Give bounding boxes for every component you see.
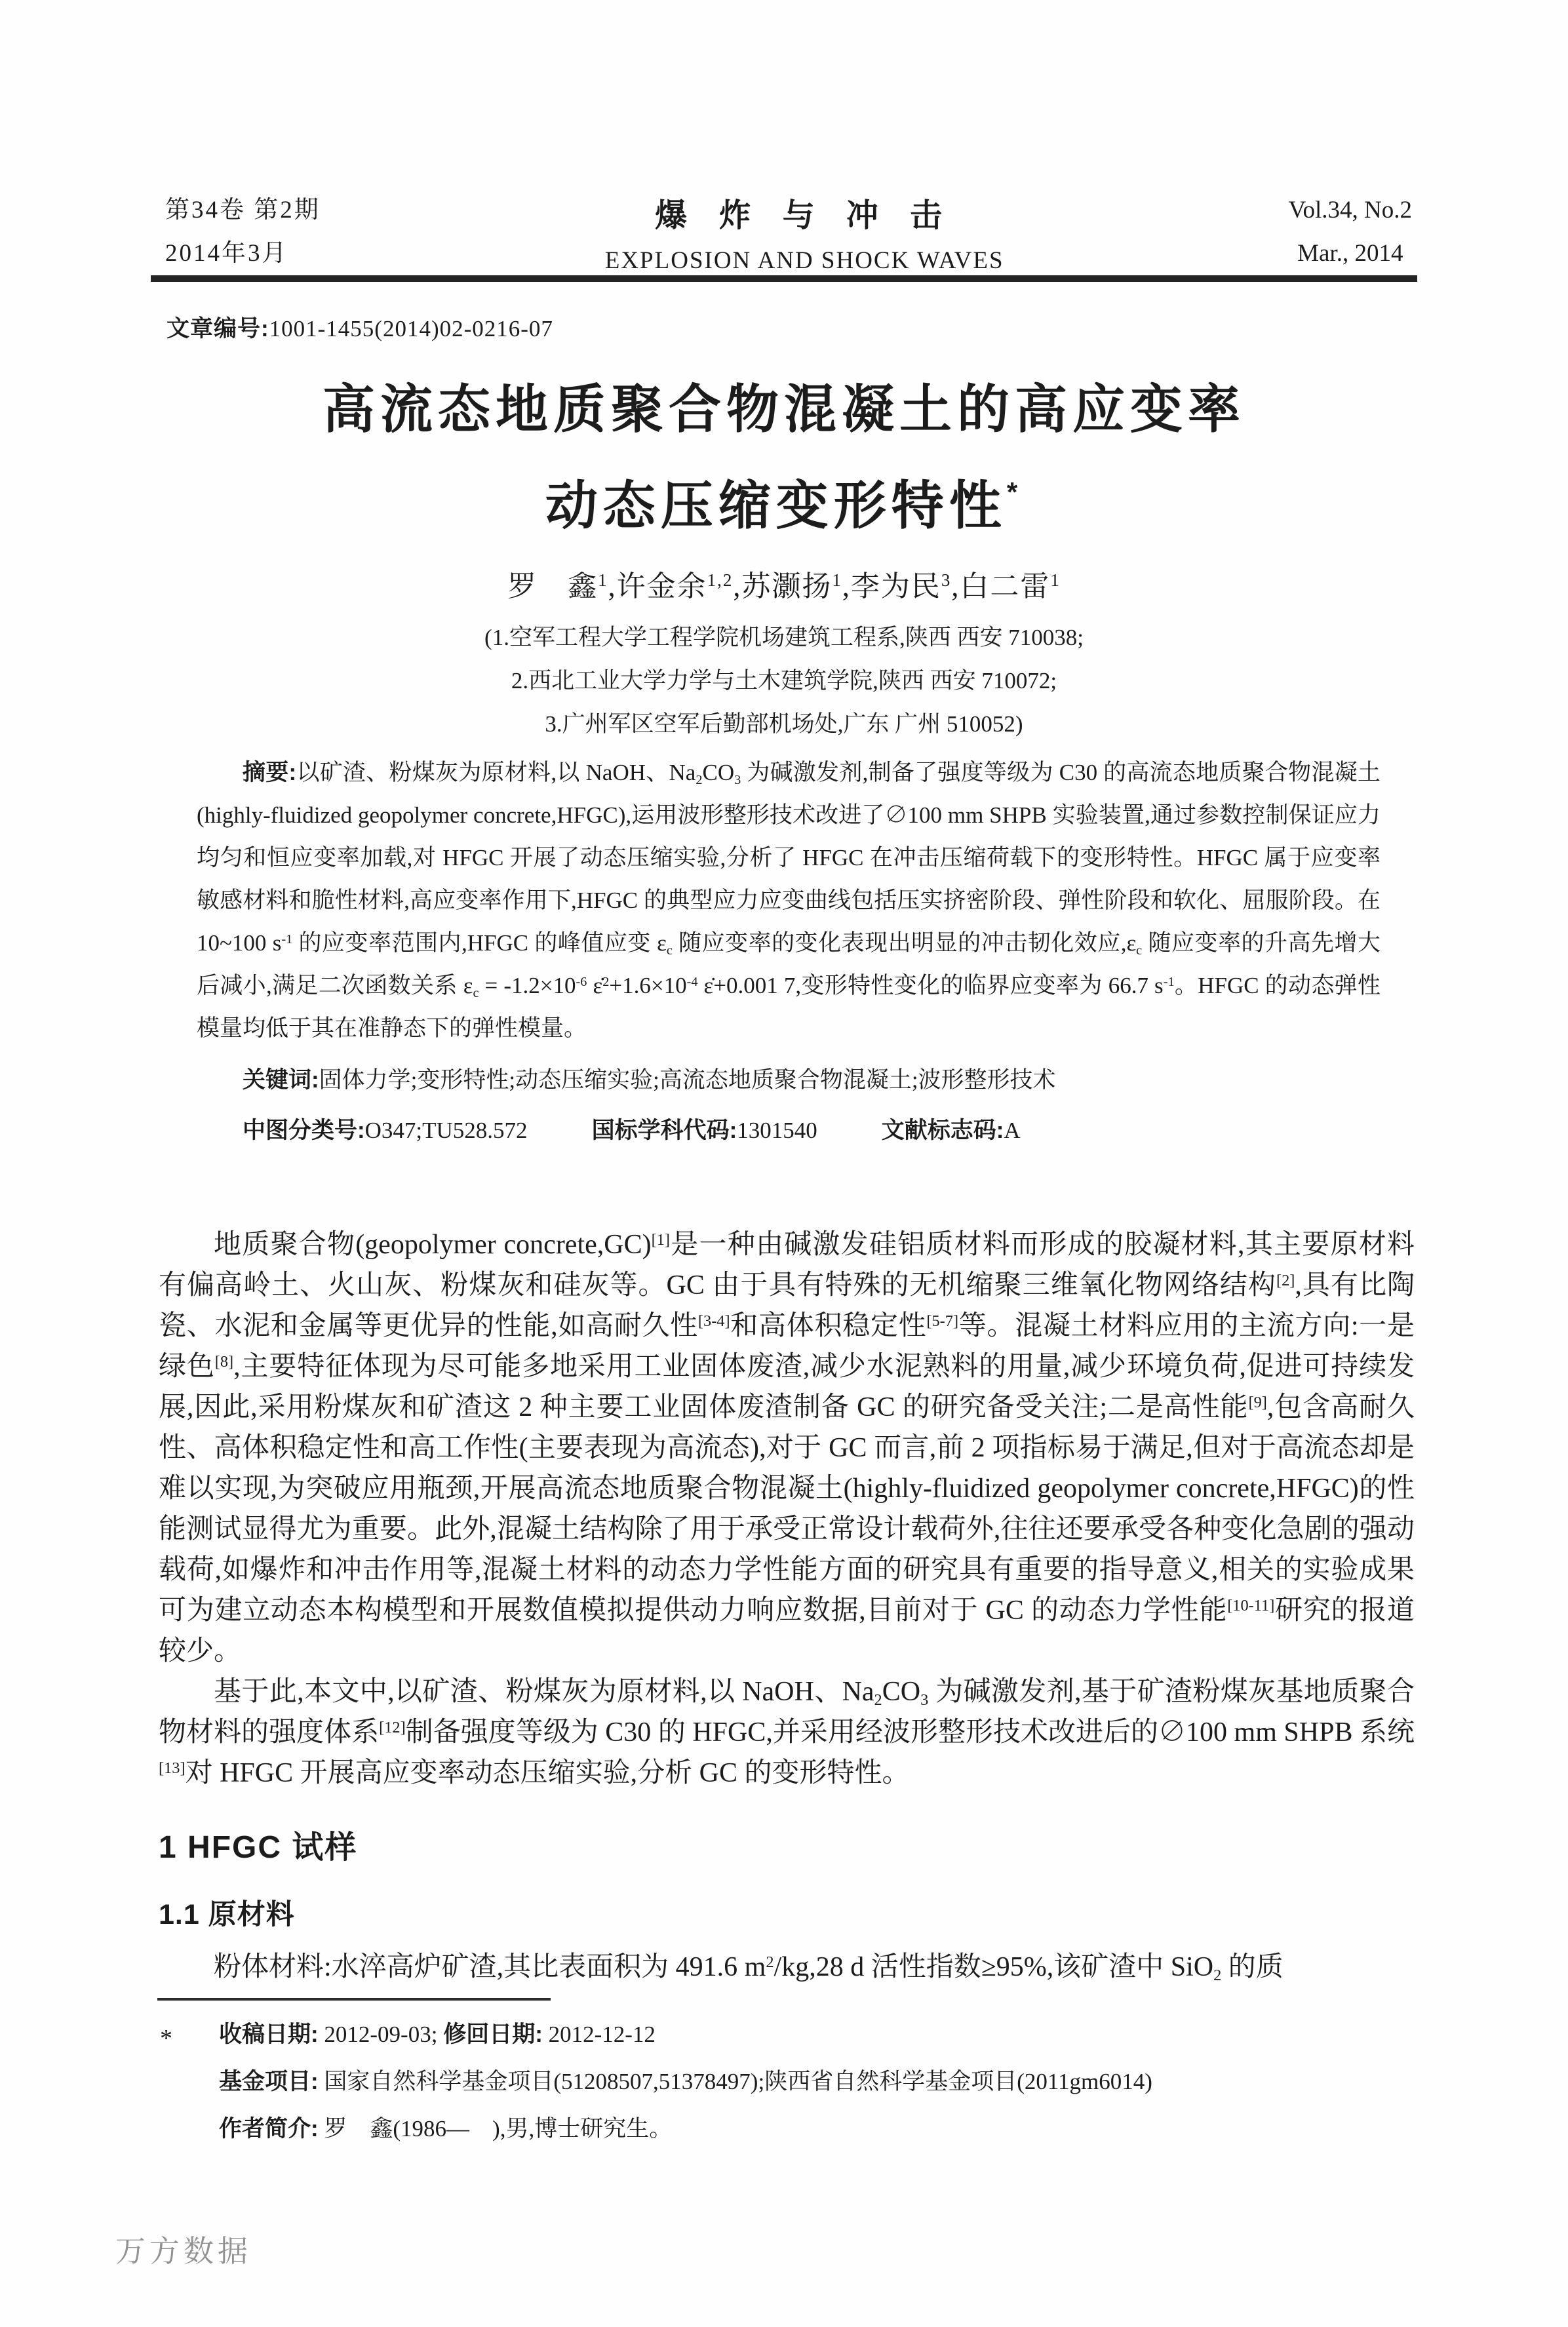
clc-value: O347;TU528.572 [364,1118,528,1143]
revised-date-label: 修回日期: [443,2022,543,2047]
header-date-cn: 2014年3月 [165,240,288,267]
section-1-1-heading: 1.1 原材料 [159,1899,295,1930]
footnote-bio-line [157,2113,1371,2145]
header-volume-en-block [1289,189,1412,275]
affiliations [0,616,1568,746]
header-date-en: Mar., 2014 [1297,240,1403,267]
received-date-label: 收稿日期: [219,2022,319,2047]
wanfang-watermark: 万方数据 [115,2235,252,2268]
keywords-label: 关键词: [243,1067,319,1093]
clc-pair [243,1118,528,1143]
article-number-value: 1001-1455(2014)02-0216-07 [269,316,553,342]
affiliation-line-3: 3.广州军区空军后勤部机场处,广东 广州 510052) [545,711,1023,737]
author-bio-value: 罗 鑫(1986— ),男,博士研究生。 [324,2116,673,2141]
header-volume-en: Vol.34, No.2 [1288,197,1412,224]
affiliation-line-2: 2.西北工业大学力学与土木建筑学院,陕西 西安 710072; [511,668,1057,694]
paragraph-introduction: 地质聚合物(geopolymer concrete,GC)[1]是一种由碱激发硅铝质材料而形成的胶凝材料,其主要原材料有偏高岭土、火山灰、粉煤灰和硅灰等。GC 由于具有特殊的无机缩聚三维氧化物网络结构[2],具有比陶瓷、水泥和金属等更优异的性能,如高耐久性[3-4]和高体积稳定性[5-7]等。混凝土材料应用的主流方向:一是绿色[8],主要特征体现为尽可能多地采用工业固体废渣,减少水泥熟料的用量,减少环境负荷,促进可持续发展,因此,采用粉煤灰和矿渣这 2 种主要工业固体废渣制备 GC 的研究备受关注;二是高性能[9],包含高耐久性、高体积稳定性和高工作性(主要表现为高流态),对于 GC 而言,前 2 项指标易于满足,但对于高流态却是难以实现,为突破应用瓶颈,开展高流态地质聚合物混凝土(highly-fluidized geopolymer concrete,HFGC)的性能测试显得尤为重要。此外,混凝土结构除了用于承受正常设计载荷外,往往还要承受各种变化急剧的强动载荷,如爆炸和冲击作用等,混凝土材料的动态力学性能方面的研究具有重要的指导意义,相关的实验成果可为建立动态本构模型和开展数值模拟提供动力响应数据,目前对于 GC 的动态力学性能[10-11]研究的报道较少。 [159,1230,1415,1666]
footnote-dates-line [157,2019,1371,2050]
subject-code-label: 国标学科代码: [591,1118,737,1143]
abstract-label: 摘要: [243,760,297,785]
body-section [159,1224,1415,1987]
paragraph-raw-materials: 粉体材料:水淬高炉矿渣,其比表面积为 491.6 $m^2/kg,28$ d 活性指数≥95%,该矿渣中 SiO$_2$ 的质 [214,1952,1284,1984]
paper-title-line1: 高流态地质聚合物混凝土的高应变率 [323,380,1245,439]
doc-code-label: 文献标志码: [881,1118,1004,1143]
abstract-section [197,751,1381,1152]
keywords-text: 固体力学;变形特性;动态压缩实验;高流态地质聚合物混凝土;波形整形技术 [319,1067,1056,1093]
doc-code-pair [882,1118,1021,1143]
footnote-asterisk: * [160,2025,172,2052]
journal-title-block [605,190,1004,275]
article-number [167,311,553,343]
header-volume-block [165,189,321,275]
paper-title [0,367,1568,539]
affiliation-line-1: (1.空军工程大学工程学院机场建筑工程系,陕西 西安 710038; [484,625,1084,650]
keywords-line [197,1059,1381,1101]
received-date-value: 2012-09-03; [324,2022,438,2047]
footnote-fund-line [157,2066,1371,2098]
abstract-paragraph [197,751,1381,1049]
section-1-heading: 1 HFGC 试样 [159,1830,358,1865]
journal-title-cn: 爆 炸 与 冲 击 [655,197,954,233]
subject-code-value: 1301540 [737,1118,817,1143]
classification-line [197,1109,1381,1152]
fund-value: 国家自然科学基金项目(51208507,51378497);陕西省自然科学基金项目(2011gm6014) [324,2069,1152,2094]
journal-title-en: EXPLOSION AND SHOCK WAVES [604,247,1004,274]
subject-code-pair [592,1118,817,1143]
header-double-rule [151,275,1417,282]
paper-title-line2: 动态压缩变形特性* [545,477,1023,535]
footnote-rule [157,1998,551,2001]
article-number-label: 文章编号: [167,316,269,342]
title-footnote-star: * [1006,477,1023,508]
author-bio-label: 作者简介: [219,2116,319,2141]
clc-label: 中图分类号: [243,1118,365,1143]
abstract-text: 以矿渣、粉煤灰为原材料,以 NaOH、$Na_2CO_3$ 为碱激发剂,制备了强度等级为 C30 的高流态地质聚合物混凝土(highly-fluidized geopolymer concrete,HFGC),运用波形整形技术改进了∅100 mm SHPB 实验装置,通过参数控制保证应力均匀和恒应变率加载,对 HFGC 开展了动态压缩实验,分析了 HFGC 在冲击压缩荷载下的变形特性。HFGC 属于应变率敏感材料和脆性材料,高应变率作用下,HFGC 的典型应力应变曲线包括压实挤密阶段、弹性阶段和软化、屈服阶段。在 10~100 $s^{-1}$ 的应变率范围内,HFGC 的峰值应变 $\varepsilon_c$ 随应变率的变化表现出明显的冲击韧化效应$,\varepsilon_c$ 随应变率的升高先增大后减小,满足二次函数关系 $\varepsilon_c = -1.2\times 10^{-6}$ $\varepsiloṅ^2+1.6\times 10^{-4}$ ε̇+0.001 7,变形特性变化的临界应变率为 66.7 $s^{-1}$。HFGC 的动态弹性模量均低于其在准静态下的弹性模量。 [197,760,1381,1041]
doc-code-value: A [1004,1118,1021,1143]
revised-date-value: 2012-12-12 [548,2022,656,2047]
fund-label: 基金项目: [219,2069,319,2094]
authors-line: 罗 鑫$^1$,许金余$^{1,2}$,苏灏扬$^1$,李为民$^3$,白二雷$^1$ [507,570,1061,602]
paragraph-objective: 基于此,本文中,以矿渣、粉煤灰为原材料,以 NaOH、$Na_2CO_3$ 为碱激发剂,基于矿渣粉煤灰基地质聚合物材料的强度体系[12]制备强度等级为 C30 的 HFGC,并采用经波形整形技术改进后的∅100 mm SHPB 系统[13]对 HFGC 开展高应变率动态压缩实验,分析 GC 的变形特性。 [159,1677,1415,1788]
journal-header [165,189,1412,275]
footnote-section [157,1998,1371,2145]
header-volume-issue: 第34卷 第2期 [165,197,321,224]
